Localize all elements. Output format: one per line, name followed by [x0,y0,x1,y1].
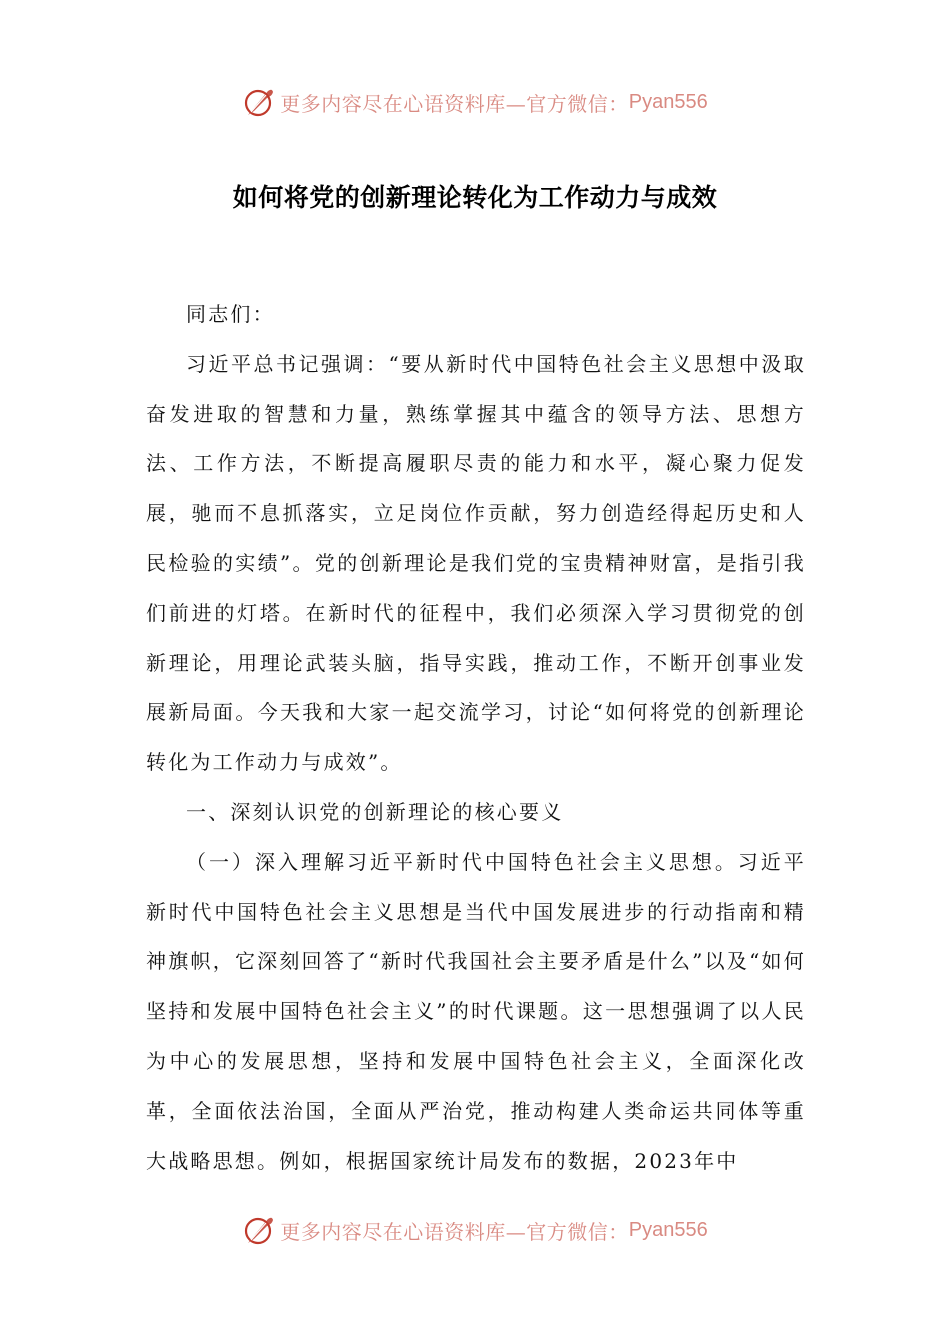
document-title: 如何将党的创新理论转化为工作动力与成效 [232,183,718,212]
watermark-wechat-id: Pyan556 [628,1218,708,1241]
paragraph-section-1-1: （一）深入理解习近平新时代中国特色社会主义思想。习近平新时代中国特色社会主义思想是当代中国发展进步的行动指南和精神旗帜，它深刻回答了“新时代我国社会主要矛盾是什么”以及“如何坚持和发展中国特色社会主义”的时代课题。这一思想强调了以人民为中心的发展思想，坚持和发展中国特色社会主义，全面深化改革，全面依法治国，全面从严治党，推动构建人类命运共同体等重大战略思想。例如，根据国家统计局发布的数据，2023年中 [146,849,806,1173]
watermark-banner-bottom [0,1210,950,1250]
section-heading-1: 一、深刻认识党的创新理论的核心要义 [186,799,564,824]
document-body [146,290,806,1186]
quill-pen-icon [242,85,276,119]
watermark-banner-text: 更多内容尽在心语资料库—官方微信： [280,1219,629,1244]
paragraph-intro: 习近平总书记强调：“要从新时代中国特色社会主义思想中汲取奋发进取的智慧和力量，熟练掌握其中蕴含的领导方法、思想方法、工作方法，不断提高履职尽责的能力和水平，凝心聚力促发展，驰而不息抓落实，立足岗位作贡献，努力创造经得起历史和人民检验的实绩”。党的创新理论是我们党的宝贵精神财富，是指引我们前进的灯塔。在新时代的征程中，我们必须深入学习贯彻党的创新理论，用理论武装头脑，指导实践，推动工作，不断开创事业发展新局面。今天我和大家一起交流学习，讨论“如何将党的创新理论转化为工作动力与成效”。 [146,351,806,775]
watermark-banner-text: 更多内容尽在心语资料库—官方微信： [280,91,629,116]
quill-pen-icon [242,1213,276,1247]
watermark-wechat-id: Pyan556 [628,90,708,113]
greeting: 同志们： [186,302,275,326]
watermark-banner-top [0,82,950,122]
